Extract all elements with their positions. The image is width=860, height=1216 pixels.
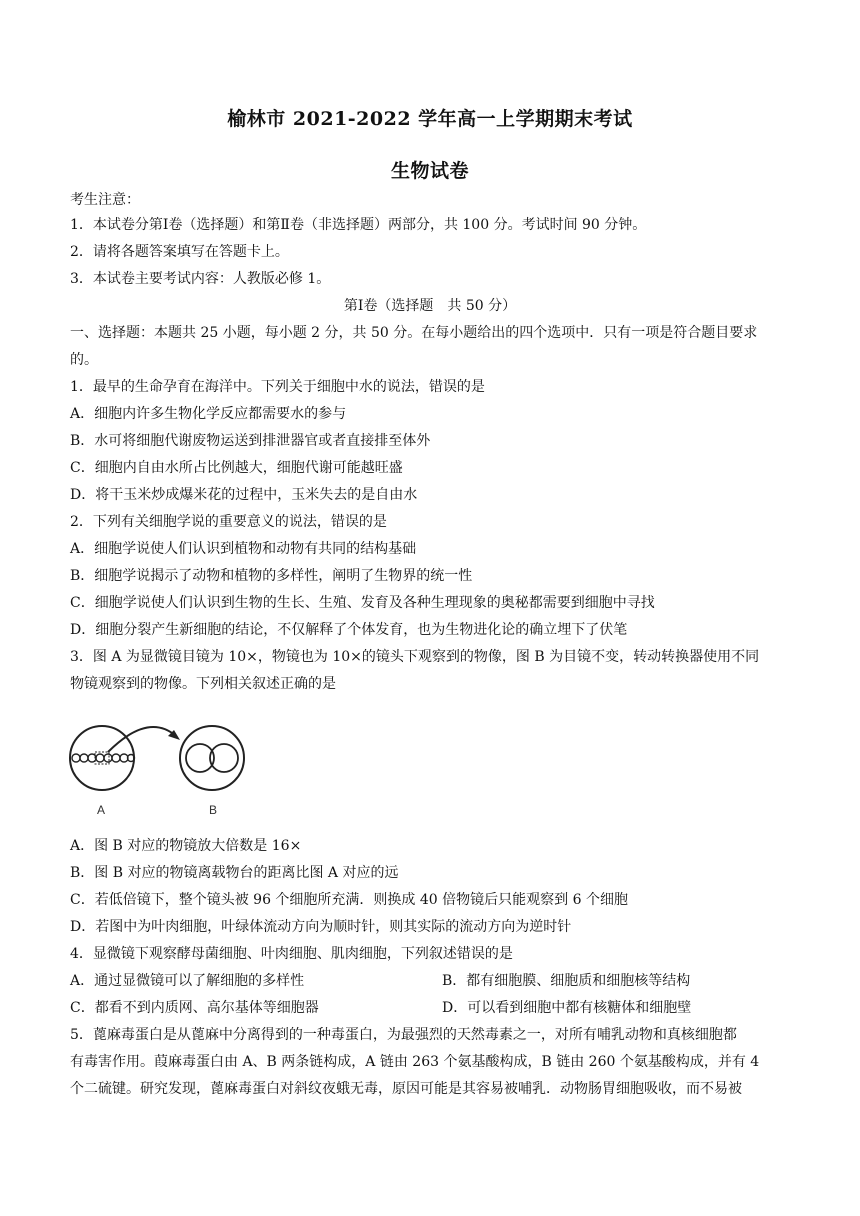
q2-option-b: B．细胞学说揭示了动物和植物的多样性，阐明了生物界的统一性 bbox=[70, 568, 473, 584]
exam-subject: 生物试卷 bbox=[390, 160, 469, 182]
q3-option-a: A．图 B 对应的物镜放大倍数是 16× bbox=[70, 838, 302, 854]
q3-option-c: C．若低倍镜下，整个镜头被 96 个细胞所充满．则换成 40 倍物镜后只能观察到 6 个细胞 bbox=[70, 892, 628, 908]
notice-heading: 考生注意： bbox=[70, 192, 140, 208]
notice-item-2: 2．请将各题答案填写在答题卡上。 bbox=[70, 244, 289, 260]
figure-label-b: B bbox=[209, 803, 218, 817]
figure-label-a: A bbox=[97, 803, 106, 817]
q2-option-a: A．细胞学说使人们认识到植物和动物有共同的结构基础 bbox=[70, 541, 417, 557]
cell-chain-a bbox=[72, 754, 135, 762]
q5-line3: 个二硫键。研究发现，蓖麻毒蛋白对斜纹夜蛾无毒，原因可能是其容易被哺乳．动物肠胃细胞吸收，而不易被 bbox=[70, 1081, 742, 1097]
microscope-figure bbox=[64, 714, 254, 824]
q2-stem: 2．下列有关细胞学说的重要意义的说法，错误的是 bbox=[70, 514, 387, 530]
q3-stem-line2: 物镜观察到的物像。下列相关叙述正确的是 bbox=[70, 676, 336, 692]
notice-item-3: 3．本试卷主要考试内容：人教版必修 1。 bbox=[70, 271, 331, 287]
q1-option-a: A．细胞内许多生物化学反应都需要水的参与 bbox=[70, 406, 347, 422]
q2-option-c: C．细胞学说使人们认识到生物的生长、生殖、发育及各种生理现象的奥秘都需要到细胞中寻找 bbox=[70, 595, 655, 611]
section-instruction-line1: 一、选择题：本题共 25 小题，每小题 2 分，共 50 分。在每小题给出的四个选项中．只有一项是符合题目要求 bbox=[70, 325, 758, 341]
q3-stem-line1: 3．图 A 为显微镜目镜为 10×，物镜也为 10×的镜头下观察到的物像，图 B 为目镜不变，转动转换器使用不同 bbox=[70, 649, 760, 665]
q4-option-b: B．都有细胞膜、细胞质和细胞核等结构 bbox=[442, 973, 691, 989]
q5-line1: 5．蓖麻毒蛋白是从蓖麻中分离得到的一种毒蛋白，为最强烈的天然毒素之一，对所有哺乳动物和真核细胞都 bbox=[70, 1027, 737, 1043]
section-instruction-line2: 的。 bbox=[70, 352, 98, 368]
q4-options-row1 bbox=[70, 971, 800, 991]
q1-option-b: B．水可将细胞代谢废物运送到排泄器官或者直接排至体外 bbox=[70, 433, 431, 449]
notice-item-1: 1．本试卷分第Ⅰ卷（选择题）和第Ⅱ卷（非选择题）两部分，共 100 分。考试时间 90 分钟。 bbox=[70, 217, 647, 233]
q2-option-d: D．细胞分裂产生新细胞的结论，不仅解释了个体发育，也为生物进化论的确立埋下了伏笔 bbox=[70, 622, 628, 638]
q4-option-d: D．可以看到细胞中都有核糖体和细胞壁 bbox=[442, 1000, 692, 1016]
field-of-view-b bbox=[180, 726, 244, 790]
exam-title: 榆林市 2021-2022 学年高一上学期期末考试 bbox=[227, 108, 633, 130]
q1-option-c: C．细胞内自由水所占比例越大，细胞代谢可能越旺盛 bbox=[70, 460, 403, 476]
q1-stem: 1．最早的生命孕育在海洋中。下列关于细胞中水的说法，错误的是 bbox=[70, 379, 485, 395]
q4-option-a: A．通过显微镜可以了解细胞的多样性 bbox=[70, 973, 305, 989]
q4-stem: 4．显微镜下观察酵母菌细胞、叶肉细胞、肌肉细胞，下列叙述错误的是 bbox=[70, 946, 513, 962]
q5-line2: 有毒害作用。葭麻毒蛋白由 A、B 两条链构成，A 链由 263 个氨基酸构成，B 链由 260 个氨基酸构成，并有 4 bbox=[70, 1054, 760, 1070]
section-heading: 第Ⅰ卷（选择题 共 50 分） bbox=[343, 298, 517, 314]
q3-option-b: B．图 B 对应的物镜离载物台的距离比图 A 对应的远 bbox=[70, 865, 399, 881]
q1-option-d: D．将干玉米炒成爆米花的过程中，玉米失去的是自由水 bbox=[70, 487, 418, 503]
q4-options-row2 bbox=[70, 998, 800, 1018]
q4-option-c: C．都看不到内质网、高尔基体等细胞器 bbox=[70, 1000, 319, 1016]
q3-option-d: D．若图中为叶肉细胞，叶绿体流动方向为顺时针，则其实际的流动方向为逆时针 bbox=[70, 919, 572, 935]
